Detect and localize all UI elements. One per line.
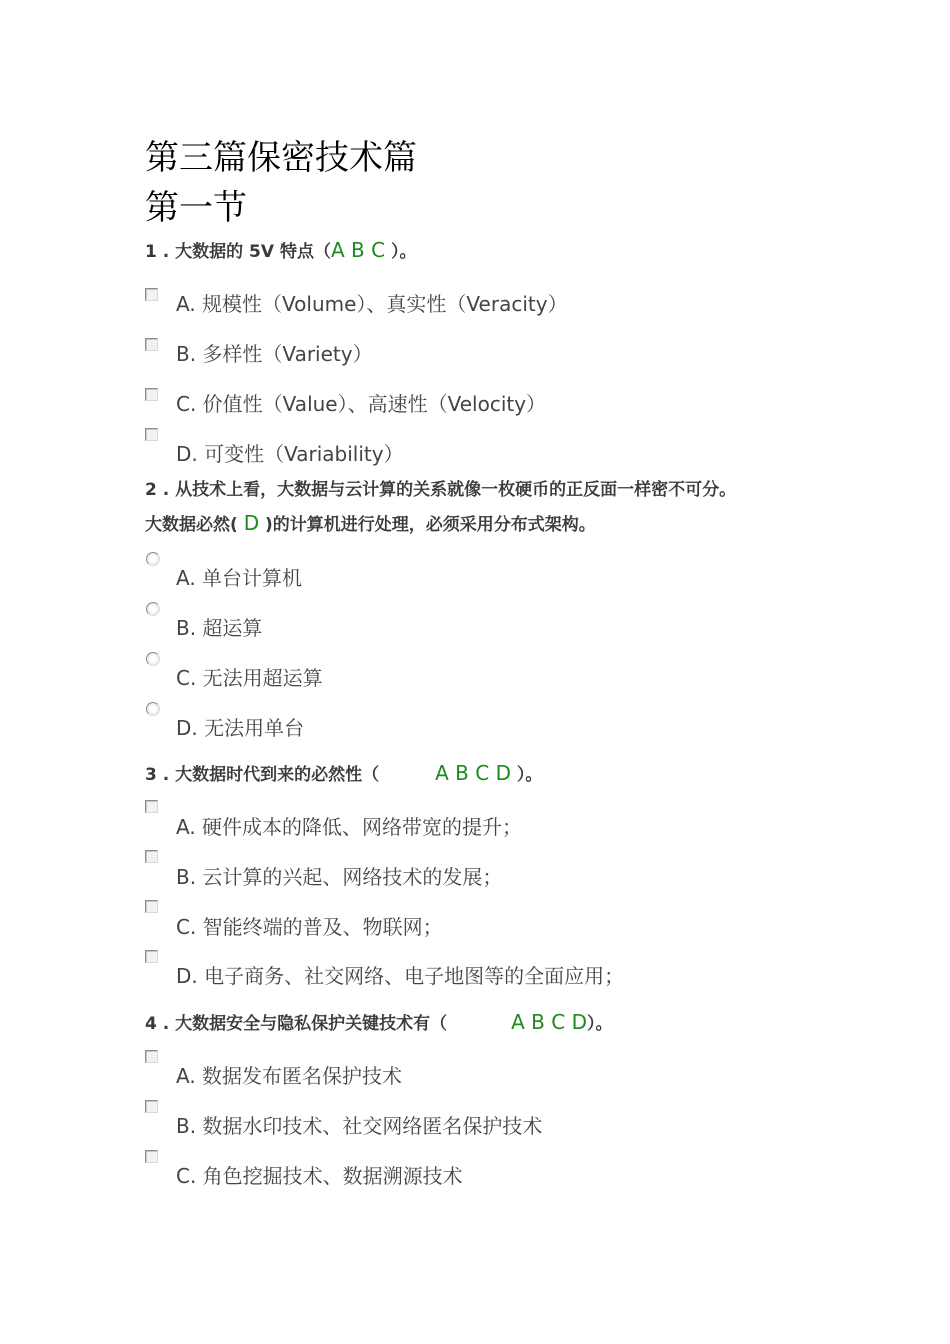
question-number: 1 .: [145, 242, 170, 262]
question-4: [145, 1009, 612, 1034]
option-3b: B. 云计算的兴起、网络技术的发展；: [176, 865, 503, 889]
question-2: [145, 475, 736, 500]
option-2c: C. 无法用超运算: [176, 666, 323, 690]
checkbox-3a[interactable]: [145, 800, 158, 813]
question-text-end: )的计算机进行处理，必须采用分布式架构。: [265, 515, 596, 535]
option-3c: C. 智能终端的普及、物联网；: [176, 915, 443, 939]
option-3a: A. 硬件成本的降低、网络带宽的提升；: [176, 815, 523, 839]
section-title: 第一节: [145, 188, 247, 228]
answer-text: A B C: [330, 238, 386, 262]
answer-text: A B C D: [435, 761, 511, 785]
radio-2b[interactable]: [146, 602, 160, 616]
question-1: [145, 237, 416, 262]
question-text: 大数据时代到来的必然性（: [175, 765, 380, 785]
checkbox-4b[interactable]: [145, 1100, 158, 1113]
option-3d: D. 电子商务、社交网络、电子地图等的全面应用；: [176, 964, 625, 988]
checkbox-4a[interactable]: [145, 1050, 158, 1063]
question-3: [145, 760, 542, 785]
option-2d: D. 无法用单台: [176, 716, 305, 740]
question-2-line2: [145, 510, 596, 535]
checkbox-3b[interactable]: [145, 850, 158, 863]
checkbox-1c[interactable]: [145, 388, 158, 401]
answer-text: A B C D: [511, 1010, 587, 1034]
checkbox-1d[interactable]: [145, 428, 158, 441]
question-text: 大数据必然(: [145, 515, 238, 535]
option-1d: D. 可变性（Variability）: [176, 442, 404, 466]
question-text-end: ）。: [510, 765, 543, 785]
radio-2d[interactable]: [146, 702, 160, 716]
answer-text: D: [243, 511, 260, 535]
checkbox-1b[interactable]: [145, 338, 158, 351]
question-text-end: ）。: [586, 1014, 613, 1034]
option-2a: A. 单台计算机: [176, 566, 303, 590]
radio-2a[interactable]: [146, 552, 160, 566]
radio-2c[interactable]: [146, 652, 160, 666]
option-4c: C. 角色挖掘技术、数据溯源技术: [176, 1164, 463, 1188]
question-number: 3 .: [145, 765, 170, 785]
checkbox-4c[interactable]: [145, 1150, 158, 1163]
option-4a: A. 数据发布匿名保护技术: [176, 1064, 403, 1088]
question-text-end: ）。: [385, 242, 417, 262]
question-number: 2 .: [145, 480, 170, 500]
question-text: 从技术上看，大数据与云计算的关系就像一枚硬币的正反面一样密不可分。: [175, 480, 737, 500]
checkbox-3d[interactable]: [145, 950, 158, 963]
option-1a: A. 规模性（Volume）、真实性（Veracity）: [176, 292, 568, 316]
option-2b: B. 超运算: [176, 616, 263, 640]
page-title: 第三篇保密技术篇: [145, 138, 417, 178]
question-number: 4 .: [145, 1014, 170, 1034]
checkbox-3c[interactable]: [145, 900, 158, 913]
option-1b: B. 多样性（Variety）: [176, 342, 373, 366]
question-text: 大数据安全与隐私保护关键技术有（: [175, 1014, 448, 1034]
checkbox-1a[interactable]: [145, 288, 158, 301]
question-text: 大数据的 5V 特点（: [175, 242, 331, 262]
option-4b: B. 数据水印技术、社交网络匿名保护技术: [176, 1114, 543, 1138]
option-1c: C. 价值性（Value）、高速性（Velocity）: [176, 392, 547, 416]
